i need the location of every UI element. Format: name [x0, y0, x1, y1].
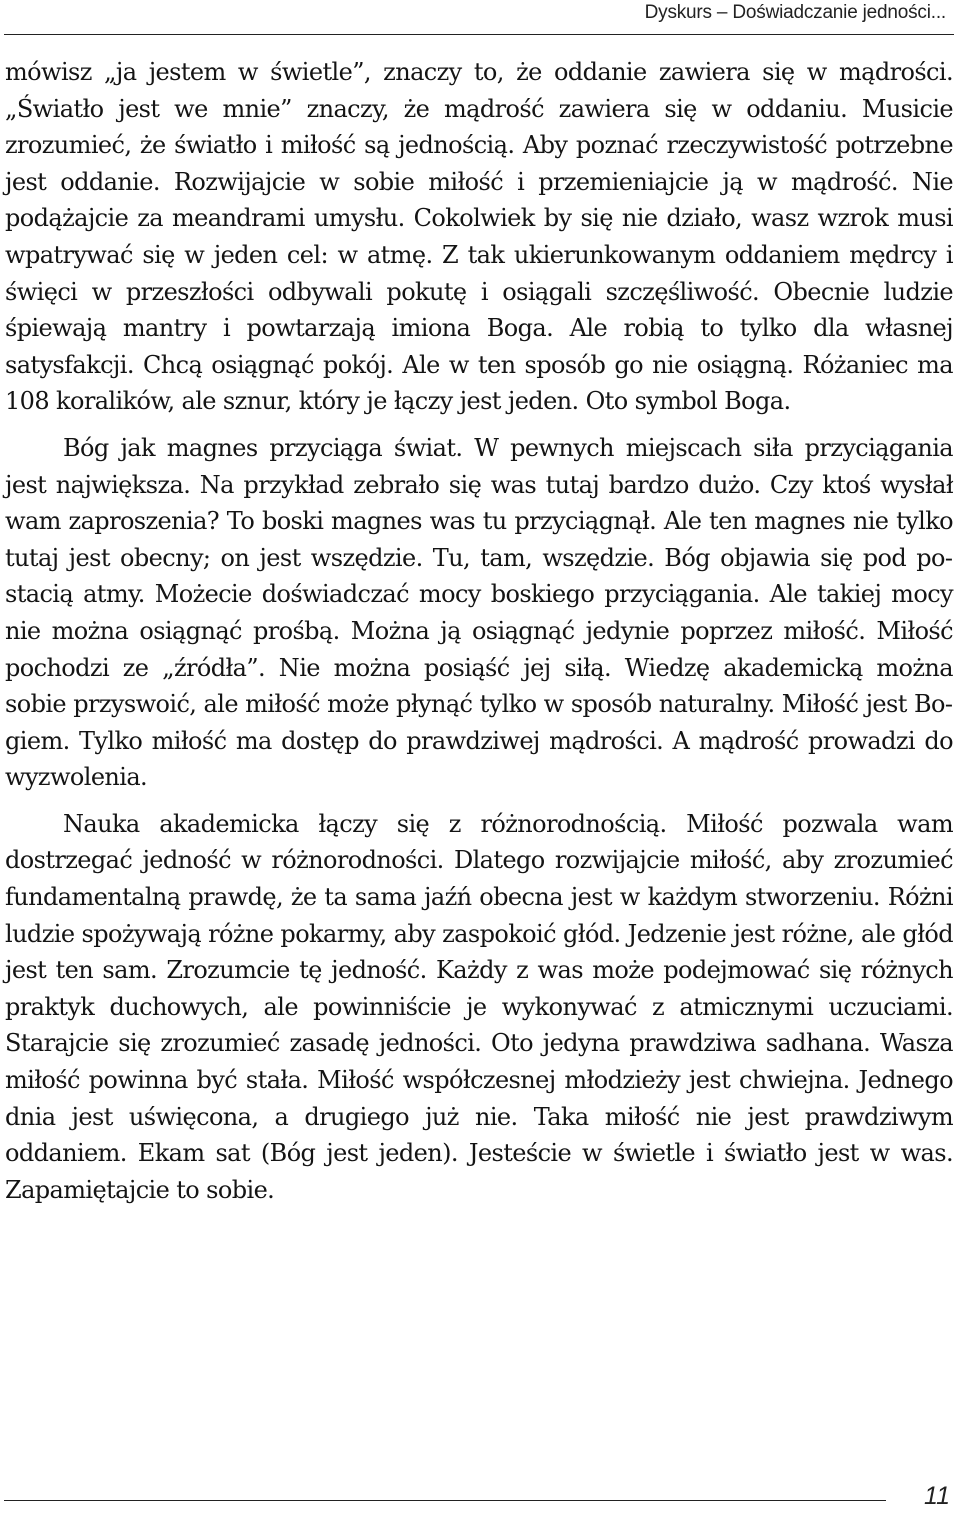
page-body — [5, 54, 953, 1208]
footer-rule — [4, 1500, 886, 1501]
paragraph-2: Bóg jak magnes przyciąga świat. W pewnych miejscach siła przyciągania jest największa. Na przykład zebrało się was tutaj bardzo dużo. Czy ktoś wysłał wam zaproszenia? To boski magnes was tu przyciągnął. Ale ten magnes nie tylko tutaj jest obecny; on jest wszędzie. Tu, tam, wszędzie. Bóg objawia się pod postacią atmy. Możecie doświadczać mocy boskiego przyciągania. Ale takiej mocy nie można osiągnąć prośbą. Można ją osiągnąć jedynie poprzez miłość. Miłość pochodzi ze „źródła”. Nie można posiąść jej siłą. Wiedzę akademicką można sobie przyswoić, ale miłość może płynąć tylko w sposób naturalny. Miłość jest Bogiem. Tylko miłość ma dostęp do prawdziwej mądrości. A mądrość prowadzi do wyzwolenia. — [5, 433, 953, 792]
page-number: 11 — [924, 1482, 950, 1510]
paragraph-1: mówisz „ja jestem w świetle”, znaczy to, że oddanie zawiera się w mądrości. „Światło jest we mnie” znaczy, że mądrość zawiera się w oddaniu. Musicie zrozumieć, że światło i miłość są jednością. Aby poznać rzeczywistość potrzebne jest oddanie. Rozwijajcie w sobie miłość i przemieniajcie ją w mądrość. Nie podążajcie za meandrami umysłu. Cokolwiek by się nie działo, wasz wzrok musi wpatrywać się w jeden cel: w atmę. Z tak ukierunkowanym oddaniem mędrcy i święci w przeszłości odbywali pokutę i osiągali szczęśliwość. Obecnie ludzie śpiewają mantry i powtarzają imiona Boga. Ale robią to tylko dla własnej satysfakcji. Chcą osiągnąć pokój. Ale w ten sposób go nie osiągną. Różaniec ma 108 koralików, ale sznur, który je łączy jest jeden. Oto symbol Boga. — [5, 58, 953, 416]
paragraph-3: Nauka akademicka łączy się z różnorodnością. Miłość pozwala wam dostrzegać jedność w różnorodności. Dlatego rozwijajcie miłość, aby zrozumieć fundamentalną prawdę, że ta sama jaźń obecna jest w każdym stworzeniu. Różni ludzie spożywają różne pokarmy, aby zaspokoić głód. Jedzenie jest różne, ale głód jest ten sam. Zrozumcie tę jedność. Każdy z was może podejmować się różnych praktyk duchowych, ale powinniście je wykonywać z atmicznymi uczuciami. Starajcie się zrozumieć zasadę jedności. Oto jedyna prawdziwa sadhana. Wasza miłość powinna być stała. Miłość współczesnej młodzieży jest chwiejna. Jednego dnia jest uświęcona, a drugiego już nie. Taka miłość nie jest prawdziwym oddaniem. Ekam sat (Bóg jest jeden). Jesteście w świetle i światło jest w was. Zapamiętajcie to sobie. — [5, 809, 953, 1204]
header-rule — [4, 34, 954, 35]
running-header: Dyskurs – Doświadczanie jedności... — [644, 2, 946, 23]
